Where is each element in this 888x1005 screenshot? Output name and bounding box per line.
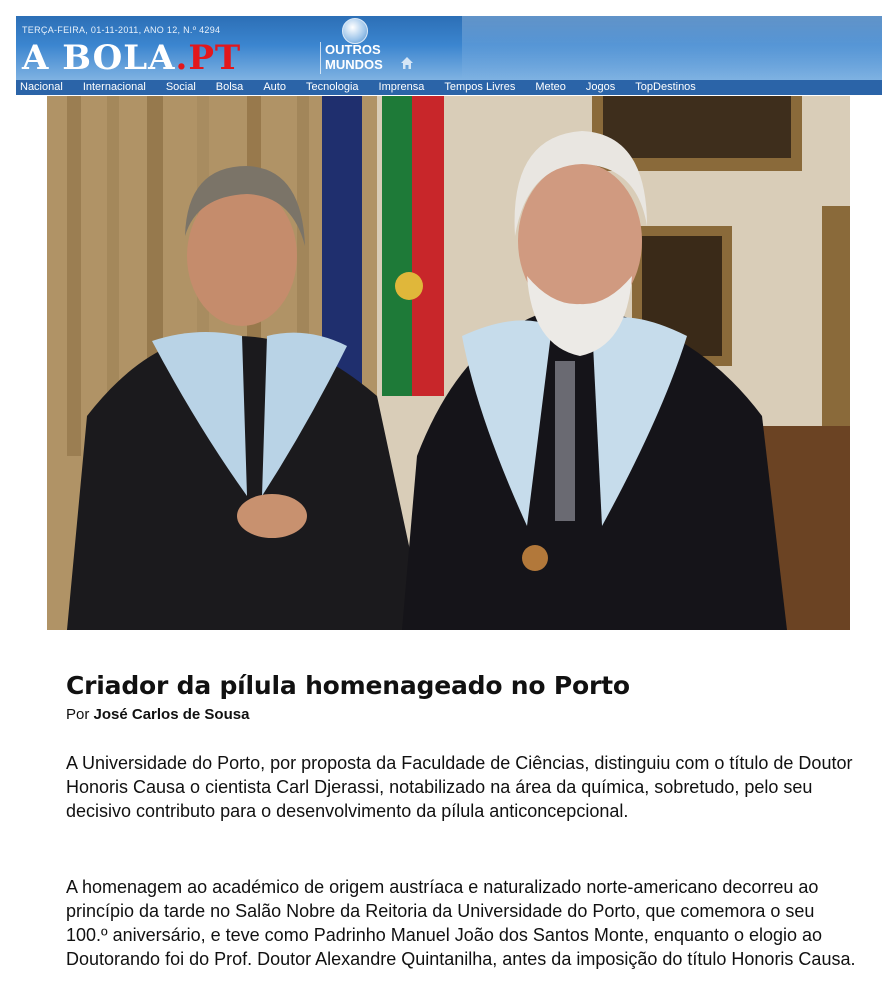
nav-item-jogos[interactable]: Jogos	[585, 81, 616, 93]
logo-main-text: A BOLA	[22, 38, 176, 78]
ceremony-illustration	[47, 96, 850, 630]
nav-item-topdestinos[interactable]: TopDestinos	[635, 81, 696, 93]
nav-item-internacional[interactable]: Internacional	[82, 81, 146, 93]
byline-prefix: Por	[66, 706, 90, 723]
outros-mundos-link[interactable]	[320, 42, 397, 74]
nav-item-tempos-livres[interactable]: Tempos Livres	[444, 81, 516, 93]
section-line-1: OUTROS	[325, 42, 381, 57]
article-paragraph-1: A Universidade do Porto, por proposta da Faculdade de Ciências, distinguiu com o título de Doutor Honoris Causa o cientista Carl Djerassi, notabilizado na área da química, sobretudo, pelo seu decisivo contributo para o desenvolvimento da pílula anticoncepcional.	[66, 753, 853, 821]
author-name[interactable]: José Carlos de Sousa	[93, 706, 250, 723]
logo-suffix-text: .PT	[175, 38, 242, 78]
article-title: Criador da pílula homenageado no Porto	[66, 671, 630, 700]
nav-item-imprensa[interactable]: Imprensa	[378, 81, 425, 93]
site-logo[interactable]	[22, 38, 241, 78]
header-gloss	[462, 16, 882, 80]
article-byline	[66, 706, 249, 723]
globe-icon	[342, 18, 368, 44]
article-paragraph-2: A homenagem ao académico de origem austríaca e naturalizado norte-americano decorreu ao princípio da tarde no Salão Nobre da Reitoria da Universidade do Porto, que comemora o seu 100.º aniversário, e teve como Padrinho Manuel João dos Santos Monte, enquanto o elogio ao Doutorando foi do Prof. Doutor Alexandre Quintanilha, antes da imposição do título Honoris Causa.	[66, 877, 856, 969]
nav-item-bolsa[interactable]: Bolsa	[215, 81, 244, 93]
nav-item-nacional[interactable]: Nacional	[20, 81, 63, 93]
nav-item-social[interactable]: Social	[165, 81, 196, 93]
nav-item-auto[interactable]: Auto	[263, 81, 286, 93]
nav-item-meteo[interactable]: Meteo	[535, 81, 566, 93]
edition-dateline: TERÇA-FEIRA, 01-11-2011, ANO 12, N.º 4294	[22, 25, 221, 35]
main-navigation	[16, 80, 882, 95]
nav-item-tecnologia[interactable]: Tecnologia	[305, 81, 359, 93]
section-line-2: MUNDOS	[325, 57, 383, 72]
home-icon[interactable]	[400, 56, 414, 70]
site-header	[16, 16, 882, 80]
article-photo	[47, 96, 850, 630]
